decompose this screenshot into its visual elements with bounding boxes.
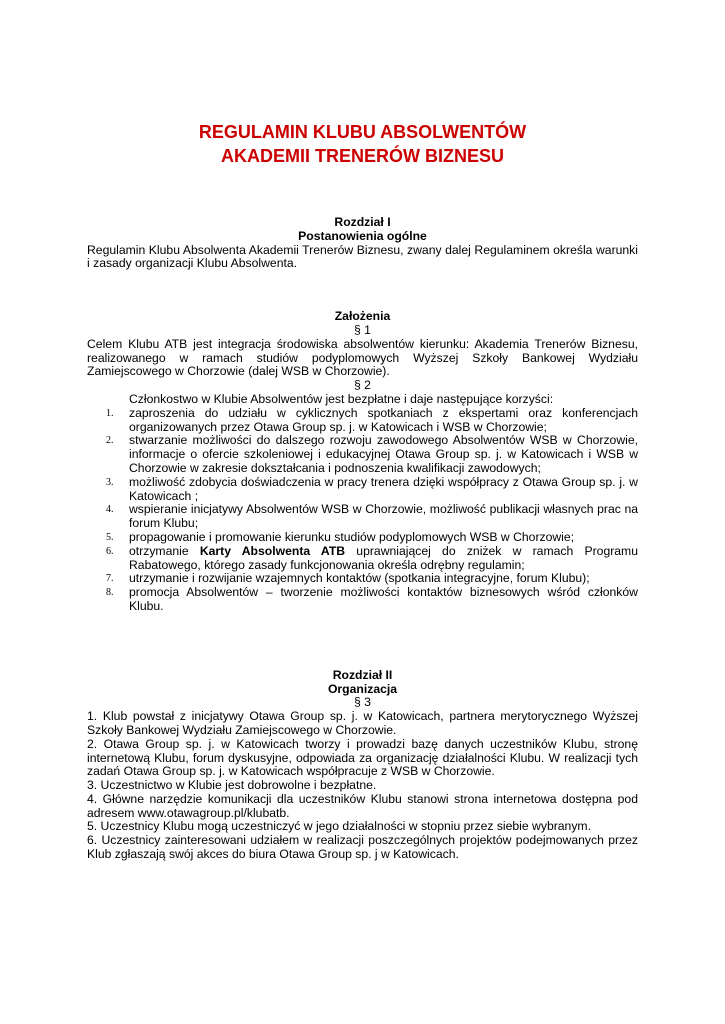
paragraph-2-intro: Członkostwo w Klubie Absolwentów jest bezpłatne i daje następujące korzyści: [129, 391, 554, 406]
assumptions-heading: Założenia [334, 309, 391, 324]
paragraph-1-text: Celem Klubu ATB jest integracja środowiska absolwentów kierunku: Akademia Trenerów Biznesu, realizowanego w ramach studiów podyplomowych Wyższej Szkoły Bankowej Wydziału Zamiejscowego w Chorzowie (dalej WSB w Chorzowie). [87, 336, 638, 379]
list-item: 7. utrzymanie i rozwijanie wzajemnych kontaktów (spotkania integracyjne, forum Klubu); [106, 571, 590, 586]
title-line-2: AKADEMII TRENERÓW BIZNESU [221, 146, 504, 166]
document-page [87, 0, 638, 862]
list-item: 5. propagowanie i promowanie kierunku studiów podyplomowych WSB w Chorzowie; [106, 529, 575, 544]
organization-item: 1. Klub powstał z inicjatywy Otawa Group sp. j. w Katowicach, partnera merytorycznego Wyższej Szkoły Bankowej Wydziału Zamiejscowego w Chorzowie. [87, 709, 638, 737]
organization-item: 2. Otawa Group sp. j. w Katowicach tworzy i prowadzi bazę danych uczestników Klubu, stronę internetową Klubu, forum dyskusyjne, odpowiada za organizację działalności Klubu. W realizacji tych zadań Otawa Group sp. j. w Katowicach współpracuje z WSB w Chorzowie. [87, 736, 638, 779]
organization-item: 4. Główne narzędzie komunikacji dla uczestników Klubu stanowi strona internetowa dostępna pod adresem www.otawagroup.pl/klubatb. [87, 791, 638, 820]
list-item: 1. zaproszenia do udziału w cyklicznych spotkaniach z ekspertami oraz konferencjach organizowanych przez Otawa Group sp. j. w Katowicach i WSB w Chorzowie; [106, 405, 638, 434]
chapter-2-subheading: Organizacja [327, 681, 398, 696]
chapter-1-subheading: Postanowienia ogólne [298, 228, 427, 243]
club-card-name: Karty Absolwenta ATB [199, 543, 346, 558]
chapter-1-text: Regulamin Klubu Absolwenta Akademii Trenerów Biznesu, zwany dalej Regulaminem określa warunki i zasady organizacji Klubu Absolwenta. [87, 242, 638, 271]
benefits-list [87, 407, 638, 614]
organization-item: 5. Uczestnicy Klubu mogą uczestniczyć w jego działalności w stopniu przez siebie wybranym. [87, 819, 591, 834]
paragraph-3-sign: § 3 [354, 695, 371, 710]
organization-item: 3. Uczestnictwo w Klubie jest dobrowolne i bezpłatne. [87, 778, 377, 793]
list-item: 8. promocja Absolwentów – tworzenie możliwości kontaktów biznesowych wśród członków Klubu. [106, 585, 638, 613]
chapter-1-heading: Rozdział I [334, 215, 391, 229]
title-line-1: REGULAMIN KLUBU ABSOLWENTÓW [198, 122, 527, 142]
list-item: 2. stwarzanie możliwości do dalszego rozwoju zawodowego Absolwentów WSB w Chorzowie, informacje o ofercie szkoleniowej i edukacyjnej Otawa Group sp. j. w Katowicach i WSB w Chorzowie w zakresie dokształcania i podnoszenia kwalifikacji zawodowych; [106, 433, 638, 475]
assumptions-section [87, 310, 638, 614]
paragraph-1-sign: § 1 [354, 322, 371, 337]
organization-item: 6. Uczestnicy zainteresowani udziałem w realizacji poszczególnych projektów podejmowanych przez Klub zgłaszają swój akces do biura Otawa Group sp. j w Katowicach. [87, 833, 638, 862]
document-title [87, 120, 638, 168]
chapter-2-heading: Rozdział II [332, 667, 393, 682]
chapter-2 [87, 669, 638, 862]
list-item: 4. wspieranie inicjatywy Absolwentów WSB w Chorzowie, możliwość publikacji własnych prac na forum Klubu; [106, 502, 638, 531]
paragraph-2-sign: § 2 [354, 378, 371, 393]
list-item: 3. możliwość zdobycia doświadczenia w pracy trenera dzięki współpracy z Otawa Group sp. j. w Katowicach ; [106, 474, 638, 503]
list-item: 6. otrzymanie Karty Absolwenta ATB uprawniającej do zniżek w ramach Programu Rabatowego, którego zasady funkcjonowania określa odrębny regulamin; [106, 543, 638, 572]
chapter-1 [87, 216, 638, 271]
